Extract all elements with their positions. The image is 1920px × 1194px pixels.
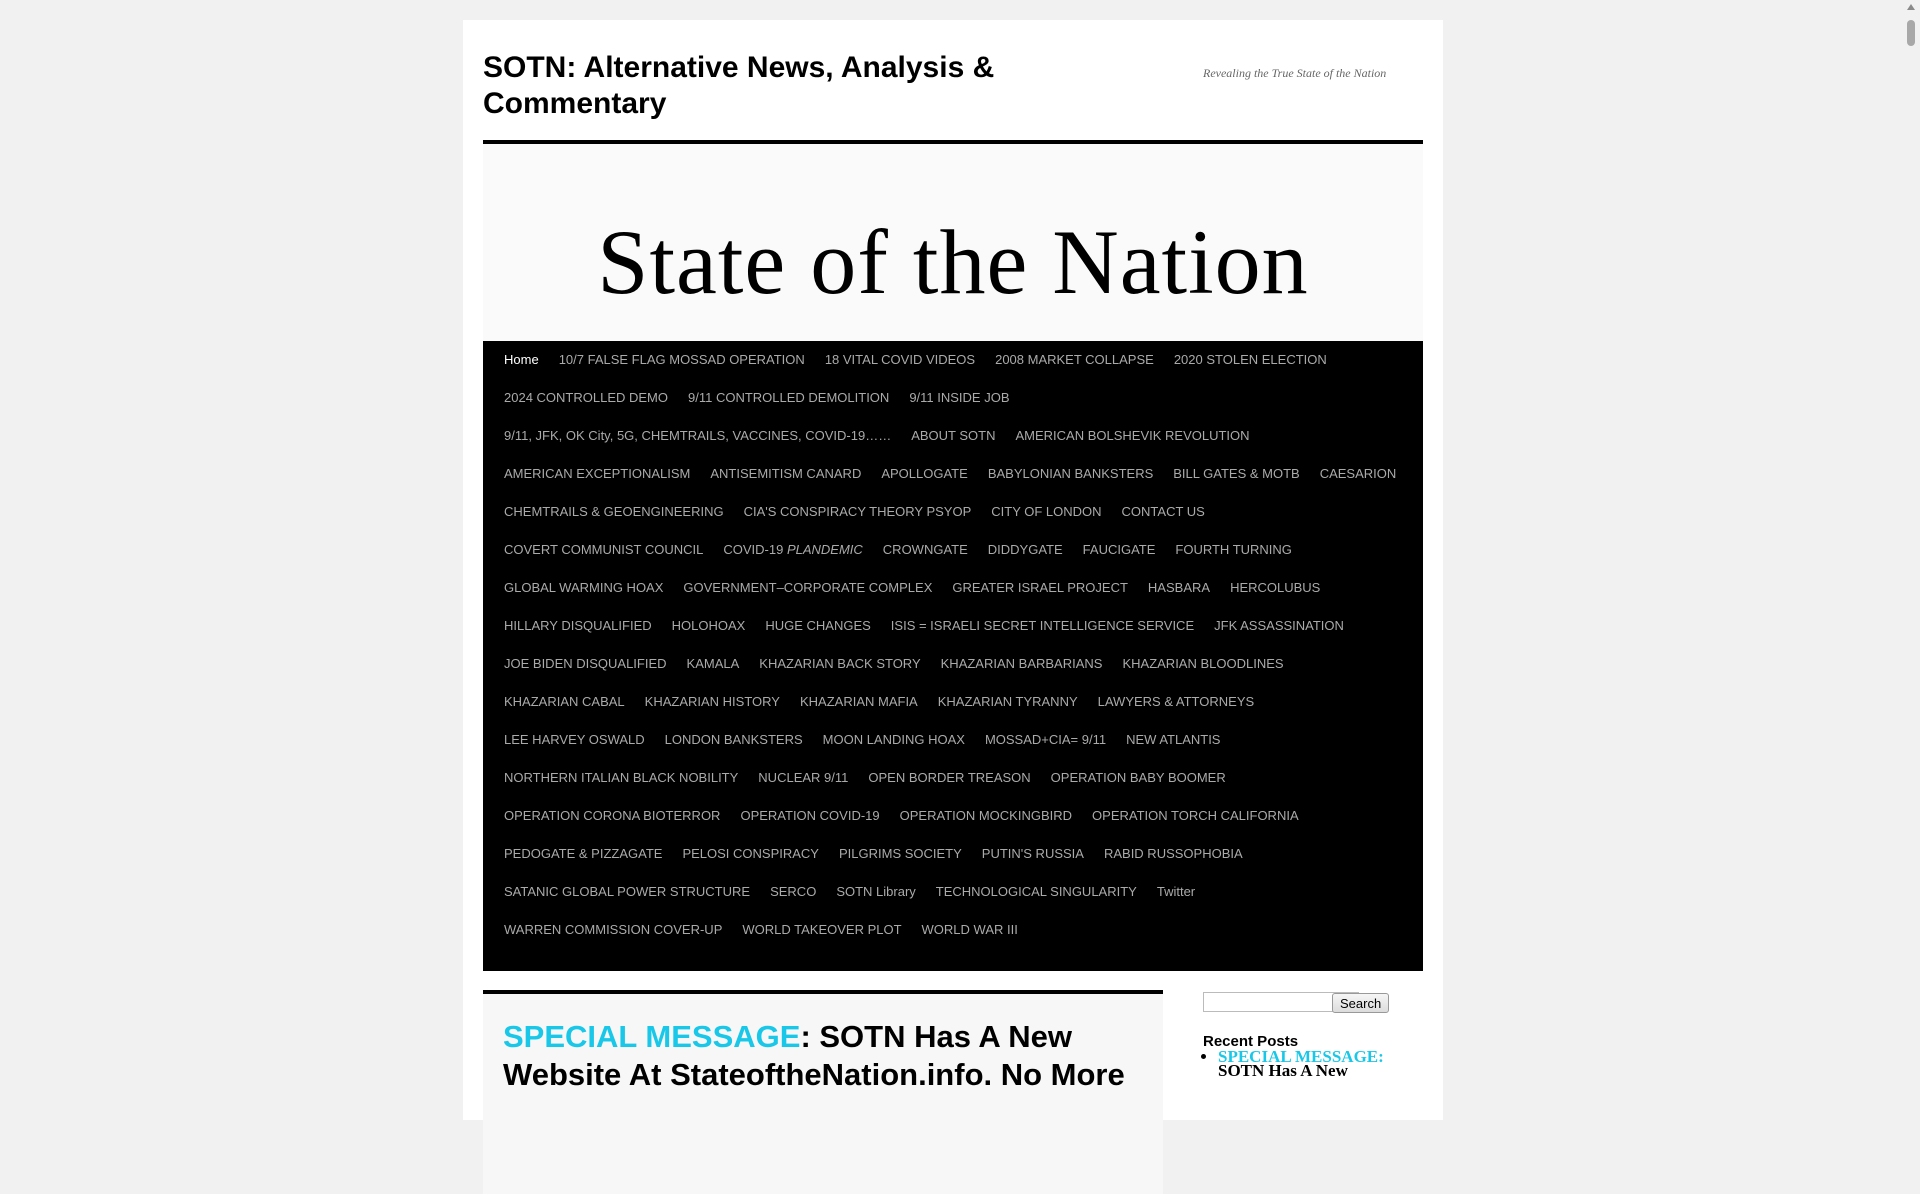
- search-button[interactable]: Search: [1332, 993, 1389, 1013]
- page-wrapper: [463, 20, 1443, 1120]
- menu-item[interactable]: KHAZARIAN BACK STORY: [759, 656, 921, 671]
- menu-item[interactable]: WARREN COMMISSION COVER-UP: [504, 922, 723, 937]
- recent-post-text[interactable]: SOTN Has A New: [1218, 1061, 1348, 1080]
- menu-item[interactable]: NUCLEAR 9/11: [758, 770, 849, 785]
- menu-item-home[interactable]: Home: [504, 352, 539, 367]
- site-title-link[interactable]: SOTN: Alternative News, Analysis & Commentary: [483, 51, 995, 120]
- menu-item[interactable]: JFK ASSASSINATION: [1214, 618, 1344, 633]
- menu-item[interactable]: TECHNOLOGICAL SINGULARITY: [935, 884, 1137, 899]
- menu-item[interactable]: BILL GATES & MOTB: [1173, 466, 1300, 481]
- menu-item[interactable]: 18 VITAL COVID VIDEOS: [824, 352, 976, 367]
- menu-item[interactable]: PEDOGATE & PIZZAGATE: [504, 846, 663, 861]
- menu-item[interactable]: COVERT COMMUNIST COUNCIL: [504, 542, 704, 557]
- menu-item[interactable]: AMERICAN EXCEPTIONALISM: [504, 466, 691, 481]
- menu-item[interactable]: CIA'S CONSPIRACY THEORY PSYOP: [743, 504, 972, 519]
- menu-item[interactable]: RABID RUSSOPHOBIA: [1103, 846, 1243, 861]
- menu-item[interactable]: SERCO: [770, 884, 817, 899]
- menu-item[interactable]: 9/11, JFK, OK City, 5G, CHEMTRAILS, VACCINES, COVID-19……: [504, 428, 892, 443]
- menu-item[interactable]: LEE HARVEY OSWALD: [504, 732, 645, 747]
- menu-item[interactable]: MOSSAD+CIA= 9/11: [984, 732, 1107, 747]
- menu-item[interactable]: LAWYERS & ATTORNEYS: [1097, 694, 1255, 709]
- menu-item[interactable]: FOURTH TURNING: [1175, 542, 1292, 557]
- menu-item[interactable]: HOLOHOAX: [671, 618, 746, 633]
- menu-item[interactable]: 9/11 INSIDE JOB: [909, 390, 1010, 405]
- menu-item[interactable]: CHEMTRAILS & GEOENGINEERING: [504, 504, 724, 519]
- menu-item[interactable]: OPERATION CORONA BIOTERROR: [504, 808, 721, 823]
- recent-post-highlight[interactable]: SPECIAL MESSAGE:: [1218, 1047, 1384, 1066]
- menu-item[interactable]: KAMALA: [686, 656, 740, 671]
- menu-item[interactable]: OPERATION COVID-19: [740, 808, 880, 823]
- menu-item[interactable]: GLOBAL WARMING HOAX: [504, 580, 664, 595]
- menu-item[interactable]: 2024 CONTROLLED DEMO: [504, 390, 668, 405]
- menu-item[interactable]: COVID-19 PLANDEMIC: [723, 542, 863, 557]
- post-entry: [483, 990, 1163, 1194]
- menu-item[interactable]: WORLD TAKEOVER PLOT: [742, 922, 902, 937]
- menu-item[interactable]: Twitter: [1156, 884, 1196, 899]
- menu-item[interactable]: JOE BIDEN DISQUALIFIED: [504, 656, 667, 671]
- menu-item[interactable]: GOVERNMENT–CORPORATE COMPLEX: [683, 580, 933, 595]
- menu-item[interactable]: WORLD WAR III: [921, 922, 1018, 937]
- menu-item[interactable]: OPERATION MOCKINGBIRD: [899, 808, 1073, 823]
- menu-item[interactable]: CITY OF LONDON: [991, 504, 1102, 519]
- menu-list: [483, 341, 1423, 949]
- menu-item[interactable]: OPERATION BABY BOOMER: [1050, 770, 1226, 785]
- menu-item[interactable]: KHAZARIAN BLOODLINES: [1122, 656, 1284, 671]
- post-title-rest[interactable]: : SOTN Has A New Website At StateoftheNation.info. No More: [503, 1019, 1125, 1092]
- menu-item[interactable]: APOLLOGATE: [881, 466, 968, 481]
- menu-item[interactable]: 2008 MARKET COLLAPSE: [995, 352, 1154, 367]
- menu-item[interactable]: HILLARY DISQUALIFIED: [504, 618, 652, 633]
- menu-item[interactable]: GREATER ISRAEL PROJECT: [952, 580, 1128, 595]
- menu-item[interactable]: KHAZARIAN TYRANNY: [937, 694, 1078, 709]
- menu-item[interactable]: ISIS = ISRAELI SECRET INTELLIGENCE SERVICE: [890, 618, 1195, 633]
- recent-posts-list: [1203, 1047, 1423, 1080]
- menu-item[interactable]: NEW ATLANTIS: [1126, 732, 1221, 747]
- menu-item[interactable]: AMERICAN BOLSHEVIK REVOLUTION: [1015, 428, 1250, 443]
- menu-item[interactable]: PILGRIMS SOCIETY: [838, 846, 962, 861]
- recent-post-item[interactable]: [1218, 1047, 1423, 1080]
- main-navigation: [483, 341, 1423, 971]
- scrollbar-thumb[interactable]: [1907, 20, 1915, 46]
- menu-item[interactable]: BABYLONIAN BANKSTERS: [987, 466, 1154, 481]
- banner-title: State of the Nation: [597, 211, 1309, 313]
- menu-item[interactable]: FAUCIGATE: [1082, 542, 1156, 557]
- vertical-scrollbar[interactable]: [1902, 0, 1920, 1080]
- menu-item[interactable]: DIDDYGATE: [987, 542, 1063, 557]
- menu-item[interactable]: 10/7 FALSE FLAG MOSSAD OPERATION: [558, 352, 805, 367]
- menu-item[interactable]: CROWNGATE: [882, 542, 968, 557]
- menu-item[interactable]: OPERATION TORCH CALIFORNIA: [1092, 808, 1299, 823]
- menu-item[interactable]: SATANIC GLOBAL POWER STRUCTURE: [504, 884, 751, 899]
- menu-item[interactable]: HASBARA: [1147, 580, 1211, 595]
- scroll-up-arrow-icon[interactable]: [1907, 4, 1915, 10]
- menu-item[interactable]: PELOSI CONSPIRACY: [682, 846, 819, 861]
- menu-item[interactable]: HERCOLUBUS: [1230, 580, 1321, 595]
- menu-item[interactable]: KHAZARIAN BARBARIANS: [940, 656, 1103, 671]
- menu-item[interactable]: CAESARION: [1319, 466, 1397, 481]
- menu-item[interactable]: CONTACT US: [1121, 504, 1205, 519]
- menu-item[interactable]: HUGE CHANGES: [765, 618, 871, 633]
- menu-item[interactable]: 9/11 CONTROLLED DEMOLITION: [688, 390, 890, 405]
- site-description: Revealing the True State of the Nation: [1203, 66, 1387, 80]
- post-title-highlight[interactable]: SPECIAL MESSAGE: [503, 1019, 801, 1054]
- recent-posts-heading: Recent Posts: [1203, 1033, 1299, 1050]
- menu-item[interactable]: ANTISEMITISM CANARD: [710, 466, 862, 481]
- menu-item[interactable]: NORTHERN ITALIAN BLACK NOBILITY: [504, 770, 739, 785]
- menu-item[interactable]: ABOUT SOTN: [911, 428, 996, 443]
- menu-item[interactable]: MOON LANDING HOAX: [822, 732, 965, 747]
- menu-item[interactable]: LONDON BANKSTERS: [664, 732, 803, 747]
- menu-item[interactable]: 2020 STOLEN ELECTION: [1173, 352, 1327, 367]
- menu-item[interactable]: SOTN Library: [836, 884, 916, 899]
- menu-item[interactable]: KHAZARIAN HISTORY: [644, 694, 780, 709]
- menu-item[interactable]: OPEN BORDER TREASON: [868, 770, 1031, 785]
- menu-item[interactable]: KHAZARIAN MAFIA: [799, 694, 918, 709]
- menu-item[interactable]: KHAZARIAN CABAL: [504, 694, 625, 709]
- post-title[interactable]: [503, 1018, 1143, 1094]
- menu-item[interactable]: PUTIN'S RUSSIA: [981, 846, 1084, 861]
- header-banner-image[interactable]: [483, 144, 1423, 344]
